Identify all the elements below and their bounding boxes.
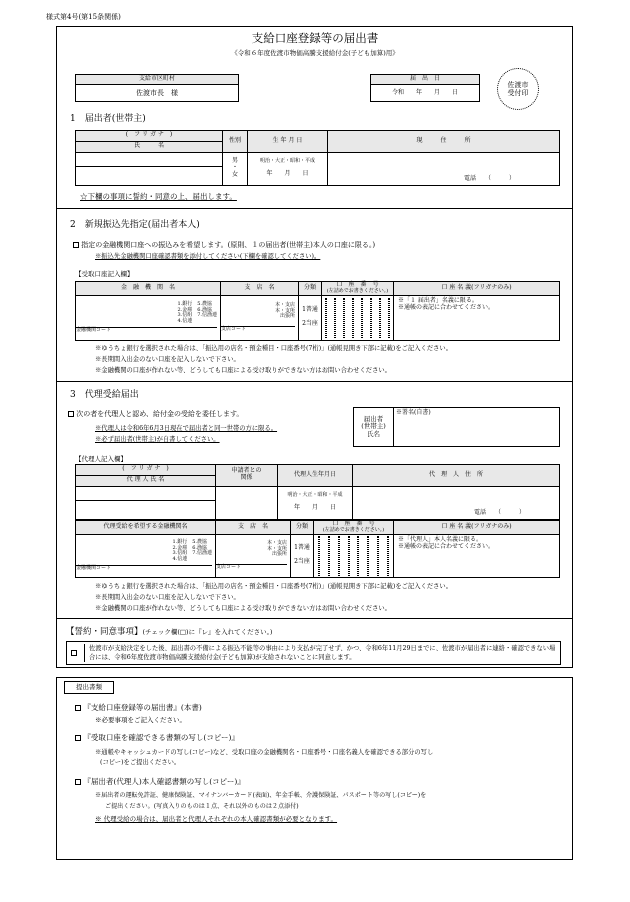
s2-account-subheader: (左詰めでお書きください。) xyxy=(326,287,389,294)
applicant-name-field[interactable] xyxy=(76,166,223,185)
dob-header: 生 年 月 日 xyxy=(248,131,328,153)
account-digit-guides xyxy=(314,536,393,576)
s2-check-row xyxy=(73,241,375,249)
account-digit-slot xyxy=(370,298,372,338)
agent-phone: 電話 （ ） xyxy=(473,509,525,517)
s2-branch-types: 本・支店 本・支所 出張所 xyxy=(274,301,295,320)
reception-stamp-circle: 佐渡市 受付印 xyxy=(497,68,539,110)
municipality-box xyxy=(75,74,239,102)
name-header: 氏 名 xyxy=(76,141,223,152)
s2-note2: ※長期間入出金のない口座を記入しないで下さい。 xyxy=(95,356,240,363)
s3-branch-code: 支店コード xyxy=(216,564,287,571)
s3-signature-label: 届出者 (世帯主) 氏名 xyxy=(354,408,394,447)
s3-account-header: 口 座 番 号 xyxy=(332,520,375,527)
account-digit-slot xyxy=(328,536,330,576)
s2-branch-header: 支 店 名 xyxy=(221,282,299,296)
s3-checkbox[interactable] xyxy=(68,411,74,417)
doc3-note2: ご提出ください。(写真入りのものは１点、それ以外のものは２点添付) xyxy=(105,803,299,810)
agent-dob-field[interactable] xyxy=(278,486,353,520)
doc-item-1 xyxy=(75,704,202,713)
divider xyxy=(56,618,573,619)
account-digit-slot xyxy=(318,536,320,576)
account-digit-slot xyxy=(367,536,369,576)
s2-note1: ※ゆうちょ銀行を選択された場合は、「振込用の店名・預金種目・口座番号(7桁)」(通帳見開き下部に記載)をご記入ください。 xyxy=(95,345,453,352)
s3-dob-header: 代理人生年月日 xyxy=(278,465,353,487)
s3-holder-note1: ※「代理人」本人名義に限る。 xyxy=(398,535,483,543)
agent-name-field[interactable] xyxy=(76,500,216,519)
account-digit-slot xyxy=(361,298,363,338)
filing-date-label: 届 出 日 xyxy=(371,75,480,85)
applicant-dob-ymd: 年 月 日 xyxy=(266,170,309,178)
doc3-note3: ※ 代理受給の場合は、届出者と代理人それぞれの本人確認書類が必要となります。 xyxy=(95,815,338,823)
s2-attach-note: ※振込先金融機関口座確認書類を添付してください(下欄を確認してください)。 xyxy=(95,253,321,260)
account-digit-slot xyxy=(334,298,336,338)
s2-holder-note2: ※通帳の表記に合わせてください。 xyxy=(398,303,495,311)
account-digit-slot xyxy=(388,298,390,338)
applicant-table xyxy=(75,130,560,186)
s3-signature-note: ※署名(自書) xyxy=(396,409,431,416)
filing-date-box xyxy=(370,74,480,102)
doc2-checkbox[interactable] xyxy=(75,735,81,741)
s3-address-header: 代 理 人 住 所 xyxy=(353,465,560,487)
s3-signature-box xyxy=(353,407,560,447)
pledge-heading: 【誓約・同意事項】 xyxy=(66,627,143,637)
s2-account-header: 口 座 番 号 xyxy=(336,281,379,288)
divider xyxy=(56,381,573,382)
municipality-label: 支給市区町村 xyxy=(76,75,239,85)
doc2-note1: ※通帳やキャッシュカードの写し(コピー)など、受取口座の金融機関名・口座番号・口座名義人を確認できる部分の写し xyxy=(95,749,434,756)
s3-branch-header: 支 店 名 xyxy=(216,521,291,535)
doc3-note1: ※届出者の運転免許証、健康保険証、マイナンバーカード(表面)、年金手帳、介護保険証、パスポート等の写し(コピー)を xyxy=(95,792,427,799)
pledge-checkbox[interactable] xyxy=(71,650,77,656)
account-digit-slot xyxy=(387,536,389,576)
account-digit-guides xyxy=(322,298,393,338)
furigana-header: ( フ リ ガ ナ ) xyxy=(76,131,223,142)
s3-note-a: ※代理人は令和6年6月3日現在で届出者と同一世帯の方に限る。 xyxy=(95,425,278,432)
s2-fill-label: 【受取口座記入欄】 xyxy=(75,270,134,278)
s2-type-header: 分類 xyxy=(299,282,322,296)
account-digit-slot xyxy=(377,536,379,576)
s3-relation-header: 申請者との 関係 xyxy=(216,465,278,487)
divider xyxy=(56,208,573,209)
s3-note2: ※長期間入出金のない口座を記入しないで下さい。 xyxy=(95,594,240,601)
applicant-furigana-field[interactable] xyxy=(76,152,223,166)
s3-bank-header: 代理受給を希望する金融機関名 xyxy=(76,521,216,535)
gender-header: 性別 xyxy=(223,131,248,153)
s3-check-row xyxy=(68,410,243,418)
pledge-box xyxy=(66,641,561,665)
s2-holder-header: 口 座 名 義(フリガナのみ) xyxy=(394,282,560,296)
s3-holder-header: 口 座 名 義(フリガナのみ) xyxy=(394,521,560,535)
s3-check-label: 次の者を代理人と認め、給付金の受給を委任します。 xyxy=(76,410,244,418)
agent-dob-ymd: 年 月 日 xyxy=(293,504,336,512)
s3-agent-table xyxy=(75,464,560,520)
applicant-dob-field[interactable] xyxy=(248,152,328,186)
account-digit-slot xyxy=(338,536,340,576)
s3-account-number-field[interactable] xyxy=(314,534,394,577)
agent-dob-eras: 明治・大正・昭和・平成 xyxy=(287,492,343,499)
agent-furigana-field[interactable] xyxy=(76,486,216,500)
account-digit-slot xyxy=(352,298,354,338)
applicant-gender-field[interactable]: 男 ・ 女 xyxy=(223,152,248,186)
s3-agent-name-header: 代 理 人 氏 名 xyxy=(76,475,216,486)
applicant-dob-eras: 明治・大正・昭和・平成 xyxy=(259,158,315,165)
section3-heading: 3 代理受給届出 xyxy=(70,390,139,400)
s2-check-label: 指定の金融機関口座への振込みを希望します。(原則、１の届出者(世帯主)本人の口座に限る。) xyxy=(81,241,376,249)
section2-heading: 2 新規振込先指定(届出者本人) xyxy=(70,220,200,230)
s3-bank-types: 1.銀行 5.農協 2.金庫 6.漁協 3.信組 7.信漁連 4.信連 xyxy=(172,538,212,563)
agent-address-field[interactable] xyxy=(353,486,560,520)
s3-note-b: ※必ず届出者(世帯主)が自書してください。 xyxy=(95,436,220,443)
address-header: 現 住 所 xyxy=(328,131,560,153)
s3-furigana-header: ( フ リ ガ ナ ) xyxy=(76,465,216,476)
s3-note3: ※金融機関の口座が作れない等、どうしても口座による受け取りができない方はお問い合わせください。 xyxy=(95,605,391,612)
s2-bank-types: 1.銀行 5.農協 2.金庫 6.漁協 3.信組 7.信漁連 4.信連 xyxy=(177,300,217,325)
s3-signature-field[interactable] xyxy=(394,408,560,447)
section1-heading: 1 届出者(世帯主) xyxy=(70,114,146,124)
pledge-heading-row xyxy=(66,628,272,638)
applicant-address-field[interactable] xyxy=(328,152,560,186)
pledge-notice: ☆下欄の事項に誓約・同意の上、届出します。 xyxy=(80,192,237,201)
municipality-value: 佐渡市長 様 xyxy=(76,85,239,102)
s3-account-subheader: (左詰めでお書きください。) xyxy=(322,526,385,533)
s3-holder-note2: ※通帳の表記に合わせてください。 xyxy=(398,542,495,550)
account-digit-slot xyxy=(325,298,327,338)
account-digit-slot xyxy=(343,298,345,338)
form-number: 様式第4号(第15条関係) xyxy=(46,13,121,21)
doc3-label: 『届出者(代理人)本人確認書類の写し(コピー)』 xyxy=(83,777,245,786)
s2-bank-table xyxy=(75,281,560,341)
s2-branch-code: 支店コード xyxy=(221,326,295,333)
doc-item-3 xyxy=(75,778,245,787)
s2-account-number-field[interactable] xyxy=(322,295,394,340)
s3-bank-table xyxy=(75,520,560,578)
s3-type-header: 分類 xyxy=(291,521,314,535)
form-subtitle: 《令和６年度佐渡市物価高騰支援給付金(子ども加算)用》 xyxy=(231,49,399,57)
s2-checkbox[interactable] xyxy=(73,242,79,248)
s3-note1: ※ゆうちょ銀行を選択された場合は、「振込用の店名・預金種目・口座番号(7桁)」(通帳見開き下部に記載)をご記入ください。 xyxy=(95,583,453,590)
doc1-label: 『支給口座登録等の届出書』(本書) xyxy=(83,703,202,712)
pledge-heading-sub: (チェック欄(□)に『レ』を入れてください。) xyxy=(142,628,273,636)
s3-bank-code: 金融機関コード xyxy=(76,565,212,572)
s2-bank-code: 金融機関コード xyxy=(76,327,217,334)
account-digit-slot xyxy=(348,536,350,576)
documents-heading: 提出書類 xyxy=(64,681,114,694)
s3-fill-label: 【代理人記入欄】 xyxy=(75,455,127,463)
filing-date-field[interactable]: 令和 年 月 日 xyxy=(371,85,480,102)
s2-account-type-field[interactable]: 1普通 2当座 xyxy=(299,295,322,340)
account-digit-slot xyxy=(357,536,359,576)
pledge-text: 佐渡市が支給決定をした後、届出書の不備による振込不能等の事由により支払が完了せず、かつ、令和6年11月29日までに、佐渡市が届出者に連絡・確認できない場合には、令和6年度佐渡市物価高騰支援給付金(子ども加算)が支給されないことに同意します。 xyxy=(84,644,558,662)
applicant-phone: 電話 （ ） xyxy=(463,175,515,183)
s3-account-type-field[interactable]: 1普通 2当座 xyxy=(291,534,314,577)
doc1-note: ※必要事項をご記入ください。 xyxy=(95,716,186,724)
doc1-checkbox[interactable] xyxy=(75,705,81,711)
form-title: 支給口座登録等の届出書 xyxy=(251,31,379,45)
account-digit-slot xyxy=(379,298,381,338)
doc2-label: 『受取口座を確認できる書類の写し(コピー)』 xyxy=(83,733,239,742)
agent-relation-field[interactable] xyxy=(216,486,278,520)
doc3-checkbox[interactable] xyxy=(75,779,81,785)
s2-holder-note1: ※「１ 届出者」名義に限る。 xyxy=(398,296,478,304)
s2-bank-header: 金 融 機 関 名 xyxy=(76,282,221,296)
doc-item-2 xyxy=(75,734,239,743)
s3-branch-types: 本・支店 本・支所 出張所 xyxy=(266,539,287,558)
doc2-note2: (コピー)をご提出ください。 xyxy=(100,759,181,766)
s2-note3: ※金融機関の口座が作れない等、どうしても口座による受け取りができない方はお問い合わせください。 xyxy=(95,367,391,374)
